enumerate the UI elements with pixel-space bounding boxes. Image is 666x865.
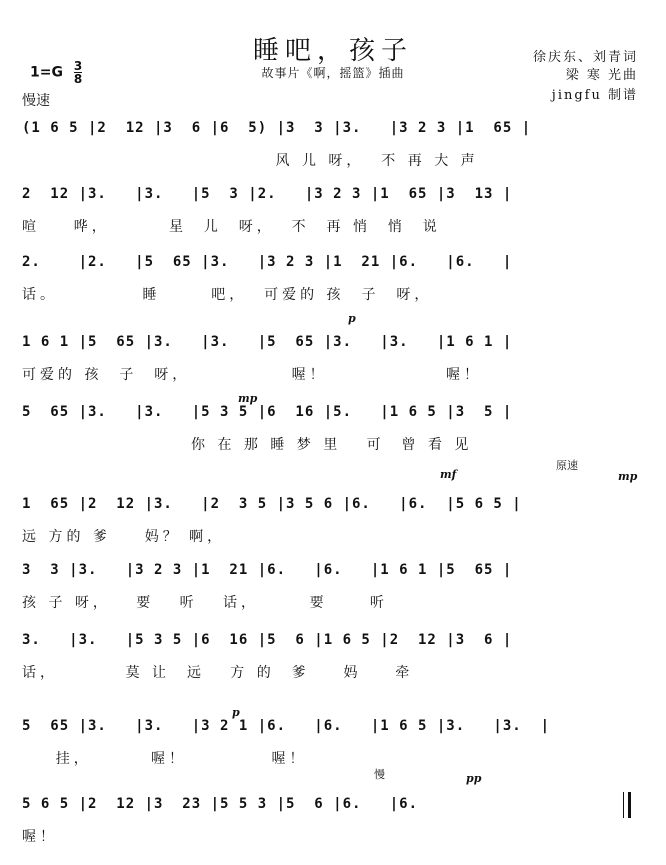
tempo-man: 慢 [374, 768, 385, 781]
lyrics-line: 可爱的 孩 子 呀， 喔！ 喔！ [22, 367, 482, 383]
system-4 [22, 334, 638, 383]
time-top: 3 [73, 59, 83, 73]
system-1 [22, 120, 638, 169]
system-8 [22, 632, 638, 681]
lyrics-line: 喔！ [22, 829, 58, 845]
final-barline-thin [623, 792, 624, 818]
notes-line: 2. |2. |5 65 |3. |3 2 3 |1 21 |6. |6. | [22, 254, 513, 270]
notes-line: 5 6 5 |2 12 |3 23 |5 5 3 |5 6 |6. |6. [22, 796, 447, 812]
dynamic-mp-1: mp [238, 392, 258, 405]
key-label: 1=G [30, 64, 63, 81]
final-barline [628, 792, 631, 818]
song-title: 睡吧，孩子 [252, 36, 413, 66]
lyrics-line: 话。 睡 吧， 可爱的 孩 子 呀， [22, 287, 433, 303]
lyrics-line: 挂， 喔！ 喔！ [22, 751, 308, 767]
system-9 [22, 718, 638, 767]
time-bottom: 8 [73, 72, 83, 86]
dynamic-p-2: p [232, 706, 240, 719]
song-subtitle: 故事片《啊，摇篮》插曲 [261, 66, 405, 80]
lyrics-line: 喧 哗， 星 儿 呀， 不 再 悄 悄 说 [22, 219, 441, 235]
notes-line: 1 65 |2 12 |3. |2 3 5 |3 5 6 |6. |6. |5 6 5 | [22, 496, 522, 512]
lyrics-line: 孩 子 呀， 要 听 话， 要 听 [22, 595, 388, 611]
key-signature [30, 60, 82, 85]
tempo-marking: 慢速 [22, 93, 50, 109]
notes-line: (1 6 5 |2 12 |3 6 |6 5) |3 3 |3. |3 2 3 |1 65 | [22, 120, 532, 136]
tempo-yuansu: 原速 [556, 459, 578, 472]
composer-credit: 梁 寒 光曲 [565, 68, 638, 83]
lyricist-credit: 徐庆东、刘青词 [532, 50, 638, 65]
dynamic-mp-2: mp [618, 470, 638, 483]
lyrics-line: 远 方的 爹 妈？ 啊， [22, 529, 226, 545]
notes-line: 2 12 |3. |3. |5 3 |2. |3 2 3 |1 65 |3 13 | [22, 186, 513, 202]
system-6 [22, 496, 638, 545]
system-2 [22, 186, 638, 235]
lyrics-line: 风 儿 呀， 不 再 大 声 [22, 153, 479, 169]
notes-line: 3. |3. |5 3 5 |6 16 |5 6 |1 6 5 |2 12 |3 6 | [22, 632, 513, 648]
notes-line: 5 65 |3. |3. |5 3 5 |6 16 |5. |1 6 5 |3 5 | [22, 404, 513, 420]
system-10 [22, 796, 638, 845]
system-5 [22, 404, 638, 453]
notes-line: 5 65 |3. |3. |3 2 1 |6. |6. |1 6 5 |3. |3. | [22, 718, 551, 734]
dynamic-mf: mf [440, 468, 457, 481]
lyrics-line: 话， 莫 让 远 方 的 爹 妈 牵 [22, 665, 414, 681]
notes-line: 1 6 1 |5 65 |3. |3. |5 65 |3. |3. |1 6 1 | [22, 334, 513, 350]
dynamic-pp: pp [466, 772, 482, 785]
time-signature [74, 60, 82, 85]
notator-credit: jingfu 制谱 [551, 88, 638, 103]
dynamic-p-1: p [348, 312, 356, 325]
system-7 [22, 562, 638, 611]
notes-line: 3 3 |3. |3 2 3 |1 21 |6. |6. |1 6 1 |5 65 | [22, 562, 513, 578]
system-3 [22, 254, 638, 303]
lyrics-line: 你 在 那 睡 梦 里 可 曾 看 见 [22, 437, 473, 453]
